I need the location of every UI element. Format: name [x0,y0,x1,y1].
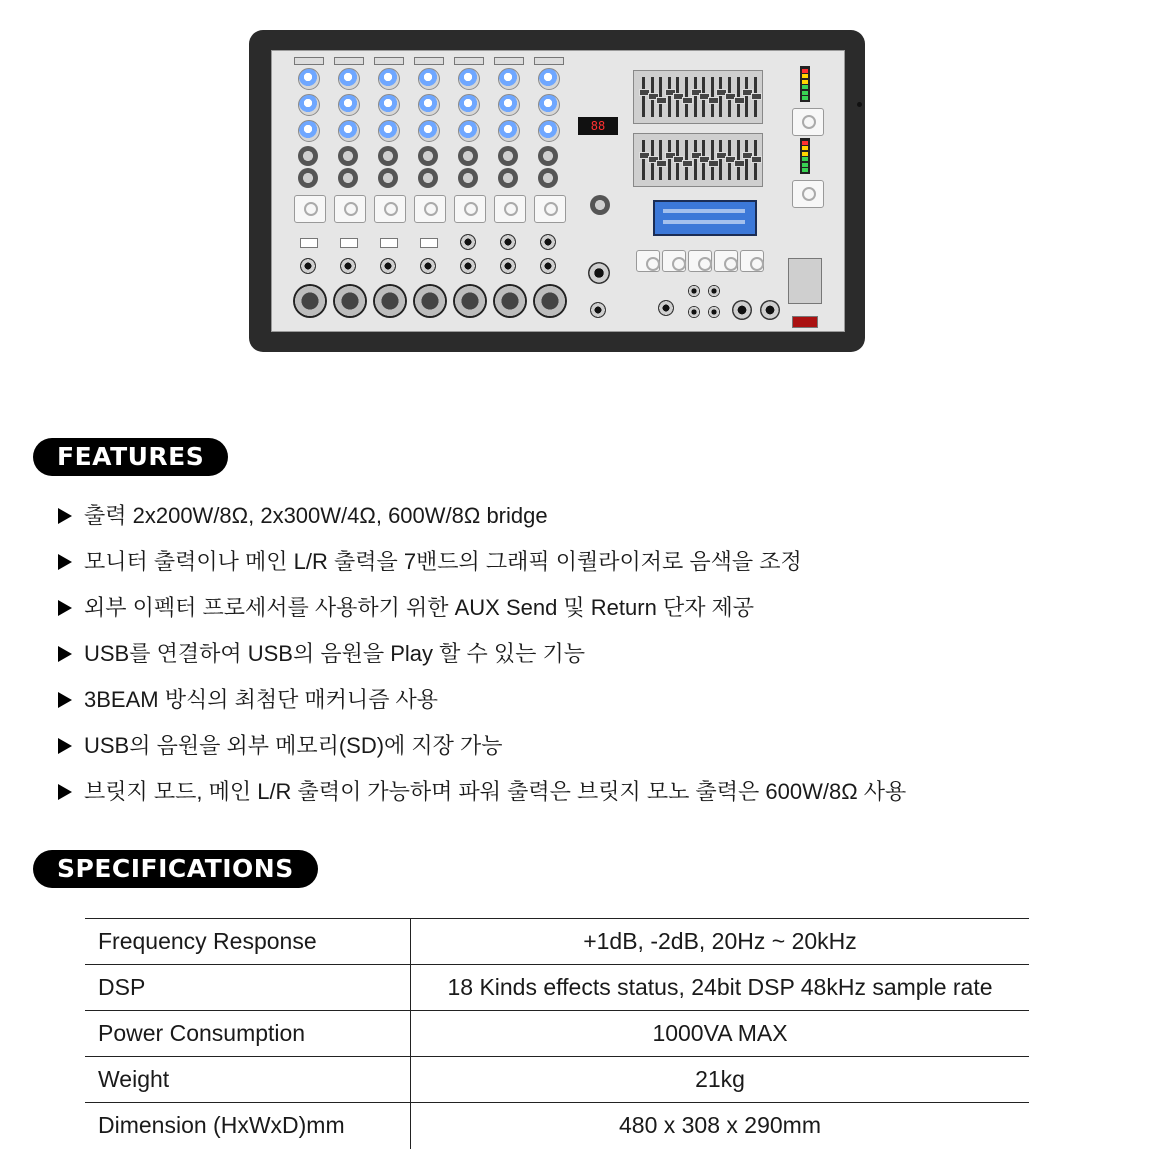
triangle-bullet-icon [58,784,72,800]
eq-knob-icon [538,120,560,142]
channel-level-fader [494,195,526,223]
triangle-bullet-icon [58,508,72,524]
graphic-eq-block [633,70,763,124]
table-row [85,965,1029,1011]
feature-item: 3BEAM 방식의 최첨단 매커니즘 사용 [58,680,1138,726]
channel-switch [340,238,358,248]
channel-label-strip [334,57,364,65]
eq-knob-icon [458,94,480,116]
eq-slider-cap [656,97,667,104]
master-knob-icon [590,195,610,215]
table-row [85,1103,1029,1149]
table-row [85,1011,1029,1057]
line-input-jack-icon [460,258,476,274]
eq-slider-slot [745,140,748,180]
effect-knob-icon [338,168,358,188]
spec-label: Weight [85,1057,411,1103]
eq-knob-icon [418,94,440,116]
eq-slider-slot [719,140,722,180]
line-input-jack-icon [500,234,516,250]
line-input-jack-icon [540,258,556,274]
aux-knob-icon [498,146,518,166]
xlr-input-icon [413,284,447,318]
eq-knob-icon [298,68,320,90]
line-input-jack-icon [460,234,476,250]
spec-value: 21kg [411,1057,1030,1103]
channel-level-fader [334,195,366,223]
aux-knob-icon [418,146,438,166]
feature-item: 브릿지 모드, 메인 L/R 출력이 가능하며 파워 출력은 브릿지 모노 출력은 600W/8Ω 사용 [58,772,1138,818]
eq-slider-cap [734,97,745,104]
channel-switch [300,238,318,248]
channel-level-fader [294,195,326,223]
channel-label-strip [454,57,484,65]
aux-knob-icon [338,146,358,166]
eq-knob-icon [538,68,560,90]
led-display: 88 [578,117,618,135]
spec-value: 480 x 308 x 290mm [411,1103,1030,1149]
master-fader [792,180,824,208]
eq-knob-icon [338,94,360,116]
channel-label-strip [494,57,524,65]
rca-jack-icon [688,306,700,318]
specifications-heading: SPECIFICATIONS [33,850,318,888]
line-input-jack-icon [340,258,356,274]
specifications-table [85,918,1029,1149]
spec-label: Power Consumption [85,1011,411,1057]
eq-knob-icon [538,94,560,116]
rca-jack-icon [688,285,700,297]
eq-knob-icon [498,68,520,90]
channel-label-strip [374,57,404,65]
features-heading: FEATURES [33,438,228,476]
eq-slider-slot [694,140,697,180]
graphic-eq-block [633,133,763,187]
eq-knob-icon [378,68,400,90]
eq-slider-cap [708,97,719,104]
channel-level-fader [454,195,486,223]
aux-knob-icon [538,146,558,166]
phones-jack-icon [588,262,610,284]
xlr-input-icon [533,284,567,318]
effect-knob-icon [538,168,558,188]
spec-label: DSP [85,965,411,1011]
effect-knob-icon [378,168,398,188]
eq-knob-icon [498,120,520,142]
eq-slider-slot [642,77,645,117]
eq-slider-slot [668,77,671,117]
eq-slider-slot [668,140,671,180]
power-switch [792,316,818,328]
eq-slider-cap [751,156,762,163]
channel-level-fader [374,195,406,223]
effect-knob-icon [418,168,438,188]
triangle-bullet-icon [58,600,72,616]
spec-label: Dimension (HxWxD)mm [85,1103,411,1149]
channel-label-strip [414,57,444,65]
eq-knob-icon [338,120,360,142]
aux-knob-icon [378,146,398,166]
eq-knob-icon [298,120,320,142]
feature-item: USB를 연결하여 USB의 음원을 Play 할 수 있는 기능 [58,634,1138,680]
channel-switch [420,238,438,248]
feature-item: 외부 이펙터 프로세서를 사용하기 위한 AUX Send 및 Return 단자 제공 [58,588,1138,634]
output-fader [636,250,660,272]
eq-knob-icon [378,120,400,142]
xlr-input-icon [333,284,367,318]
triangle-bullet-icon [58,646,72,662]
output-fader [662,250,686,272]
table-row [85,1057,1029,1103]
line-input-jack-icon [300,258,316,274]
eq-knob-icon [458,120,480,142]
usb-sd-panel [788,258,822,304]
feature-item: 모니터 출력이나 메인 L/R 출력을 7밴드의 그래픽 이퀄라이저로 음색을 조정 [58,542,1138,588]
power-indicator [857,102,862,107]
xlr-input-icon [453,284,487,318]
xlr-input-icon [493,284,527,318]
xlr-input-icon [373,284,407,318]
eq-slider-cap [734,160,745,167]
speaker-jack-icon [760,300,780,320]
output-fader [740,250,764,272]
eq-knob-icon [418,68,440,90]
table-row [85,919,1029,965]
output-fader [688,250,712,272]
eq-slider-cap [682,160,693,167]
line-input-jack-icon [380,258,396,274]
eq-slider-slot [642,140,645,180]
aux-knob-icon [458,146,478,166]
effect-knob-icon [298,168,318,188]
output-jack-icon [590,302,606,318]
eq-knob-icon [458,68,480,90]
output-fader [714,250,738,272]
channel-label-strip [294,57,324,65]
triangle-bullet-icon [58,554,72,570]
triangle-bullet-icon [58,738,72,754]
effect-knob-icon [498,168,518,188]
line-input-jack-icon [540,234,556,250]
eq-knob-icon [418,120,440,142]
eq-slider-slot [694,77,697,117]
rca-jack-icon [708,306,720,318]
aux-send-jack-icon [658,300,674,316]
eq-knob-icon [298,94,320,116]
channel-level-fader [534,195,566,223]
aux-knob-icon [298,146,318,166]
spec-label: Frequency Response [85,919,411,965]
eq-knob-icon [338,68,360,90]
vu-meter [800,138,810,174]
spec-value: 18 Kinds effects status, 24bit DSP 48kHz sample rate [411,965,1030,1011]
eq-slider-cap [656,160,667,167]
speaker-jack-icon [732,300,752,320]
xlr-input-icon [293,284,327,318]
triangle-bullet-icon [58,692,72,708]
eq-knob-icon [378,94,400,116]
channel-level-fader [414,195,446,223]
feature-item: USB의 음원을 외부 메모리(SD)에 지장 가능 [58,726,1138,772]
master-fader [792,108,824,136]
spec-value: 1000VA MAX [411,1011,1030,1057]
features-list [58,496,1138,818]
eq-slider-slot [745,77,748,117]
eq-slider-cap [751,93,762,100]
line-input-jack-icon [420,258,436,274]
eq-slider-cap [682,97,693,104]
lcd-screen [653,200,757,236]
rca-jack-icon [708,285,720,297]
channel-label-strip [534,57,564,65]
feature-item: 출력 2x200W/8Ω, 2x300W/4Ω, 600W/8Ω bridge [58,496,1138,542]
vu-meter [800,66,810,102]
effect-knob-icon [458,168,478,188]
channel-switch [380,238,398,248]
eq-knob-icon [498,94,520,116]
spec-value: +1dB, -2dB, 20Hz ~ 20kHz [411,919,1030,965]
eq-slider-cap [708,160,719,167]
eq-slider-slot [719,77,722,117]
line-input-jack-icon [500,258,516,274]
